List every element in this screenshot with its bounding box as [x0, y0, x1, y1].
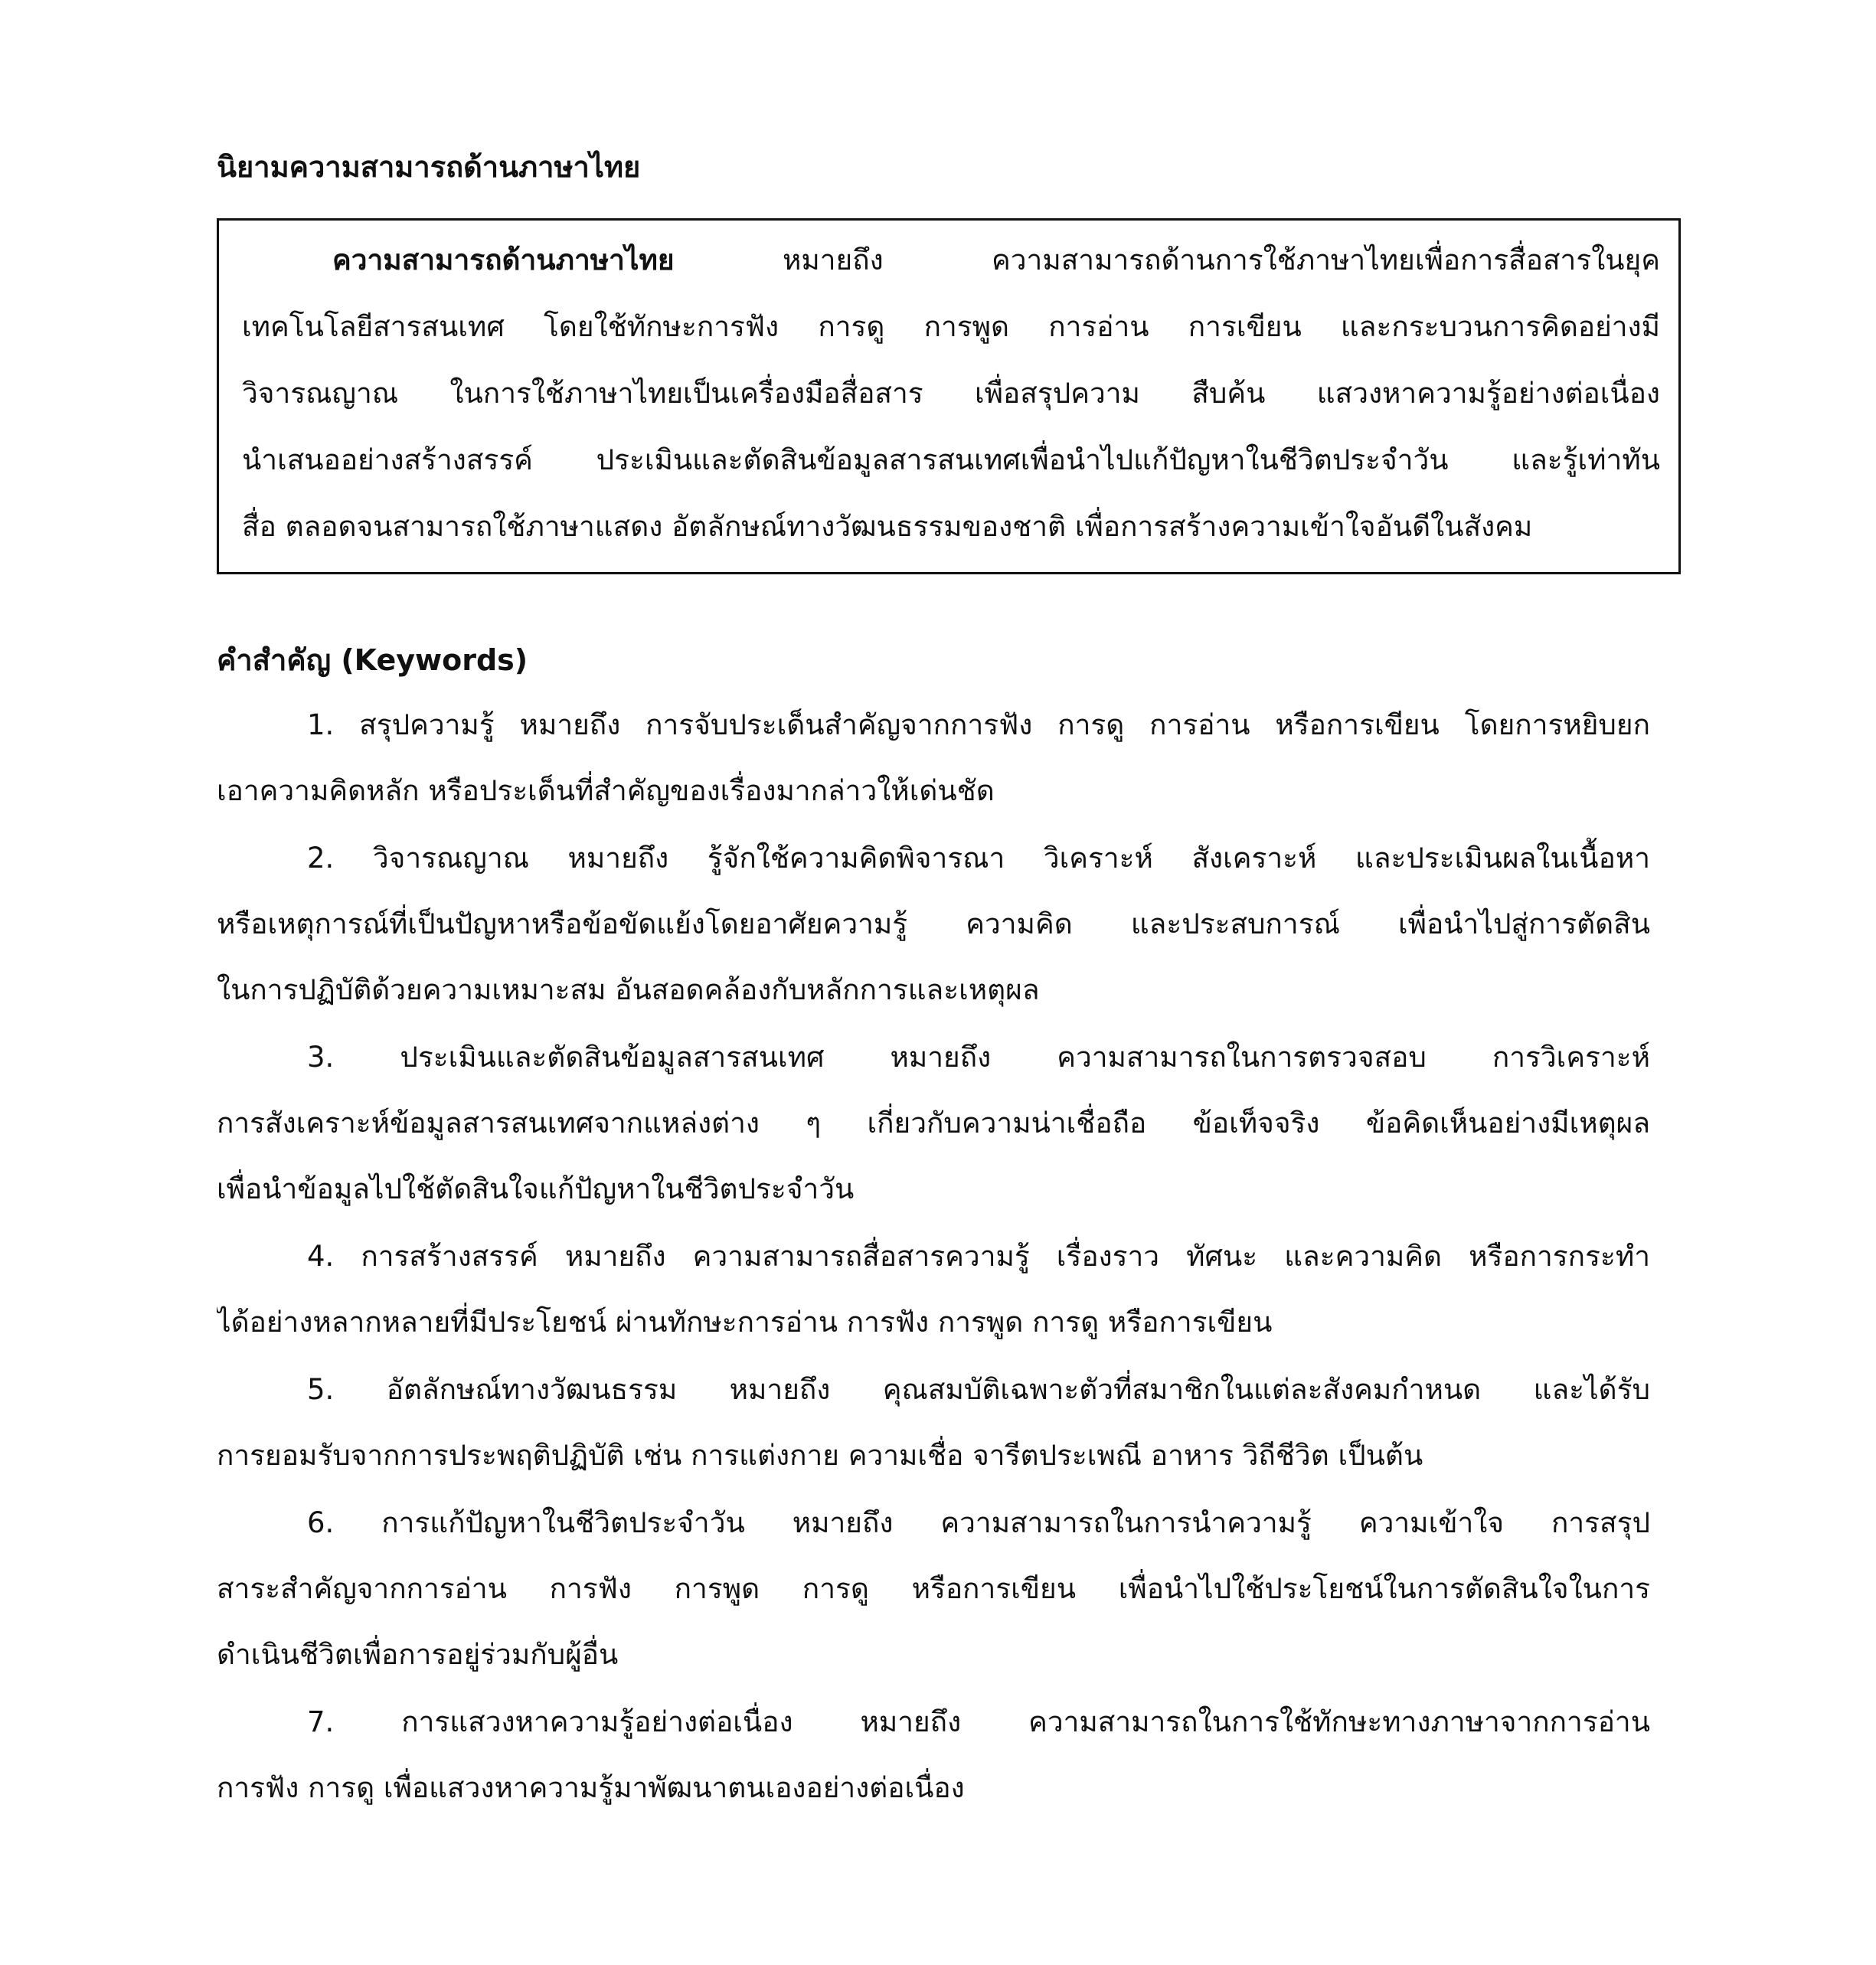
- definition-line: เทคโนโลยีสารสนเทศ โดยใช้ทักษะการฟัง การดู การพูด การอ่าน การเขียน และกระบวนการคิดอย่างมี: [242, 310, 1660, 343]
- keyword-line: ในการปฏิบัติด้วยความเหมาะสม อันสอดคล้องกับหลักการและเหตุผล: [217, 973, 1040, 1006]
- definition-term: ความสามารถด้านภาษาไทย: [332, 244, 675, 276]
- keyword-line: 7. การแสวงหาความรู้อย่างต่อเนื่อง หมายถึง ความสามารถในการใช้ทักษะทางภาษาจากการอ่าน: [307, 1705, 1650, 1738]
- keyword-line: การฟัง การดู เพื่อแสวงหาความรู้มาพัฒนาตนเองอย่างต่อเนื่อง: [217, 1771, 965, 1804]
- keyword-line: 4. การสร้างสรรค์ หมายถึง ความสามารถสื่อสารความรู้ เรื่องราว ทัศนะ และความคิด หรือการกระทำ: [307, 1240, 1650, 1273]
- keywords-heading: คำสำคัญ (Keywords): [217, 643, 528, 677]
- page-title: นิยามความสามารถด้านภาษาไทย: [217, 150, 641, 184]
- keyword-line: 5. อัตลักษณ์ทางวัฒนธรรม หมายถึง คุณสมบัติเฉพาะตัวที่สมาชิกในแต่ละสังคมกำหนด และได้รับ: [307, 1373, 1650, 1406]
- keyword-line: ได้อย่างหลากหลายที่มีประโยชน์ ผ่านทักษะการอ่าน การฟัง การพูด การดู หรือการเขียน: [217, 1306, 1273, 1339]
- keyword-line: 6. การแก้ปัญหาในชีวิตประจำวัน หมายถึง ความสามารถในการนำความรู้ ความเข้าใจ การสรุป: [307, 1506, 1650, 1539]
- keyword-line: เพื่อนำข้อมูลไปใช้ตัดสินใจแก้ปัญหาในชีวิตประจำวัน: [217, 1172, 855, 1205]
- keyword-line: การสังเคราะห์ข้อมูลสารสนเทศจากแหล่งต่าง ๆ เกี่ยวกับความน่าเชื่อถือ ข้อเท็จจริง ข้อคิดเห็นอย่างมีเหตุผล: [217, 1107, 1650, 1139]
- definition-line: [332, 237, 1660, 283]
- keyword-line: 2. วิจารณญาณ หมายถึง รู้จักใช้ความคิดพิจารณา วิเคราะห์ สังเคราะห์ และประเมินผลในเนื้อหา: [307, 842, 1650, 875]
- definition-line: นำเสนออย่างสร้างสรรค์ ประเมินและตัดสินข้อมูลสารสนเทศเพื่อนำไปแก้ปัญหาในชีวิตประจำวัน และรู้เท่าทัน: [242, 443, 1660, 476]
- keyword-line: 3. ประเมินและตัดสินข้อมูลสารสนเทศ หมายถึง ความสามารถในการตรวจสอบ การวิเคราะห์: [307, 1041, 1650, 1074]
- keyword-line: 1. สรุปความรู้ หมายถึง การจับประเด็นสำคัญจากการฟัง การดู การอ่าน หรือการเขียน โดยการหยิบยก: [307, 708, 1650, 741]
- keyword-line: การยอมรับจากการประพฤติปฏิบัติ เช่น การแต่งกาย ความเชื่อ จารีตประเพณี อาหาร วิถีชีวิต เป็นต้น: [217, 1439, 1423, 1472]
- keyword-line: หรือเหตุการณ์ที่เป็นปัญหาหรือข้อขัดแย้งโดยอาศัยความรู้ ความคิด และประสบการณ์ เพื่อนำไปสู่การตัดสิน: [217, 907, 1650, 940]
- definition-box: [217, 218, 1681, 574]
- keyword-line: สาระสำคัญจากการอ่าน การฟัง การพูด การดู หรือการเขียน เพื่อนำไปใช้ประโยชน์ในการตัดสินใจในการ: [217, 1572, 1650, 1605]
- definition-line: วิจารณญาณ ในการใช้ภาษาไทยเป็นเครื่องมือสื่อสาร เพื่อสรุปความ สืบค้น แสวงหาความรู้อย่างต่อเนื่อง: [242, 377, 1660, 410]
- keyword-line: เอาความคิดหลัก หรือประเด็นที่สำคัญของเรื่องมากล่าวให้เด่นชัด: [217, 774, 995, 807]
- definition-line: สื่อ ตลอดจนสามารถใช้ภาษาแสดง อัตลักษณ์ทางวัฒนธรรมของชาติ เพื่อการสร้างความเข้าใจอันดีในสังคม: [242, 510, 1533, 543]
- definition-line-text: หมายถึง ความสามารถด้านการใช้ภาษาไทยเพื่อการสื่อสารในยุค: [674, 244, 1660, 276]
- keyword-line: ดำเนินชีวิตเพื่อการอยู่ร่วมกับผู้อื่น: [217, 1638, 619, 1671]
